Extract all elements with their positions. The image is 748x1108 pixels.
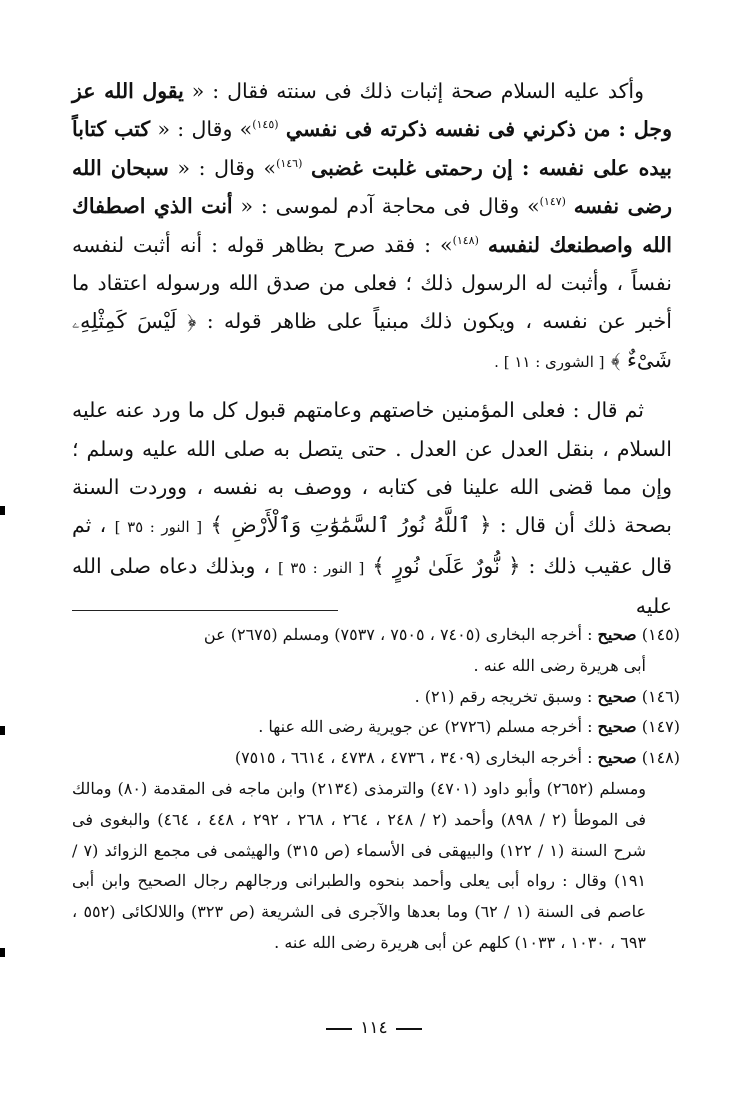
footnotes: [72, 620, 680, 959]
footnote-continuation: أبى هريرة رضى الله عنه .: [473, 655, 646, 675]
scan-mark: [0, 726, 5, 735]
dash-left: [326, 1028, 352, 1030]
footnote-ref-146[interactable]: (١٤٦): [276, 156, 303, 170]
footnote-ref-148[interactable]: (١٤٨): [452, 233, 479, 247]
quran-verse-3: ﴿ نُّورٌ عَلَىٰ نُورٍ ﴾: [372, 553, 521, 578]
footnote-grade: صحيح: [597, 748, 637, 768]
text-span: » وقال : «: [150, 117, 253, 142]
footnote-number: (١٤٦): [641, 686, 680, 706]
footnote-continuation: ومسلم (٢٦٥٢) وأبو داود (٤٧٠١) والترمذى (٢١٣٤) وابن ماجه فى المقدمة (٨٠) ومالك فى الموطأ (٢ / ٨٩٨) وأحمد (٢ / ٢٤٨ ، ٢٦٤ ، ٢٦٨ ، ٢٩٢ ، ٤٤٨ ، ٤٦٤) والبغوى فى شرح السنة (١ / ١٢٢) والبيهقى فى الأسماء (ص ٣١٥) والهيثمى فى مجمع الزوائد (٧ / ١٩١) وقال : رواه أبى يعلى وأحمد بنحوه والطبرانى ورجالهم رجال الصحيح وابن أبى عاصم فى السنة (١ / ٦٢) وما بعدها والآجرى فى الشريعة (ص ٣٢٣) واللالكائى (٥٥٢ ، ٦٩٣ ، ١٠٣٠ ، ١٠٣٣) كلهم عن أبى هريرة رضى الله عنه .: [72, 778, 647, 952]
footnote-text: : وسبق تخريجه رقم (٢١) .: [414, 686, 593, 706]
footnote-text: : أخرجه البخارى (٧٤٠٥ ، ٧٥٠٥ ، ٧٥٣٧) ومسلم (٢٦٧٥) عن: [203, 625, 593, 644]
footnote-ref-145[interactable]: (١٤٥): [252, 118, 279, 132]
footnote-grade: صحيح: [597, 686, 637, 706]
verse-reference-2: [ النور : ٣٥ ]: [114, 518, 203, 537]
footnote-grade: صحيح: [597, 625, 637, 644]
text-span: وأكد عليه السلام صحة إثبات ذلك فى سنته فقال : «: [183, 79, 644, 103]
footnote-148: [72, 743, 680, 959]
hadith-quote-2: كتب كتاباً بيده على نفسه : إن رحمتى غلبت غضبى: [72, 117, 672, 180]
text-span: » وقال : «: [168, 155, 277, 180]
dash-right: [396, 1028, 422, 1030]
text-span: ، وبذلك دعاه صلى الله عليه: [72, 553, 672, 619]
paragraph-1: [72, 72, 672, 381]
verse-reference-3: [ النور : ٣٥ ]: [278, 558, 365, 577]
footnote-number: (١٤٨): [641, 748, 680, 768]
page-number-value: ١١٤: [360, 1018, 388, 1038]
paragraph-2: [72, 391, 672, 625]
footnote-ref-147[interactable]: (١٤٧): [539, 195, 566, 209]
text-span: » وقال فى محاجة آدم لموسى : «: [232, 194, 540, 219]
text-span: ، ثم قال عقيب ذلك :: [72, 513, 672, 578]
scan-mark: [0, 506, 5, 515]
quran-verse-2: ﴿ ٱللَّهُ نُورُ ٱلسَّمَٰوَٰتِ وَٱلْأَرْضِ ﴾: [210, 513, 492, 538]
text-span: ثم قال : فعلى المؤمنين خاصتهم وعامتهم قبول كل ما ورد عنه عليه السلام ، بنقل العدل عن العدل . حتى يتصل به صلى الله عليه وسلم ؛ وإن مما قضى الله علينا فى كتابه ، ووصف به نفسه ، ووردت السنة بصحة ذلك أن قال :: [72, 398, 672, 538]
footnote-number: (١٤٥): [641, 625, 680, 644]
main-text: [72, 72, 672, 626]
scan-mark: [0, 948, 5, 957]
footnote-divider: [72, 610, 338, 611]
hadith-quote-1: يقول الله عز وجل : من ذكرني فى نفسه ذكرته فى نفسي: [72, 79, 672, 142]
footnote-146: [72, 682, 680, 713]
footnote-grade: صحيح: [597, 717, 637, 737]
footnote-text: : أخرجه مسلم (٢٧٢٦) عن جويرية رضى الله عنها .: [258, 717, 593, 737]
footnote-145: [72, 620, 680, 682]
footnote-text: : أخرجه البخارى (٣٤٠٩ ، ٤٧٣٦ ، ٤٧٣٨ ، ٦٦١٤ ، ٧٥١٥): [234, 748, 593, 768]
text-span: » : فقد صرح بظاهر قوله : أنه أثبت لنفسه نفساً ، وأثبت له الرسول ذلك ؛ فعلى من صدق الله ورسوله اعتقاد ما أخبر عن نفسه ، ويكون ذلك مبنياً على ظاهر قوله :: [72, 232, 673, 334]
verse-reference-1: [ الشورى : ١١ ] .: [494, 352, 605, 371]
footnote-number: (١٤٧): [641, 717, 680, 737]
footnote-147: [72, 712, 680, 743]
hadith-quote-4: أنت الذي اصطفاك الله واصطنعك لنفسه: [72, 194, 672, 257]
quran-verse-1: ﴿ لَيْسَ كَمِثْلِهِۦ شَىْءٌ ﴾: [72, 309, 672, 372]
hadith-quote-3: سبحان الله رضى نفسه: [72, 155, 672, 219]
page-number: [0, 1018, 748, 1038]
